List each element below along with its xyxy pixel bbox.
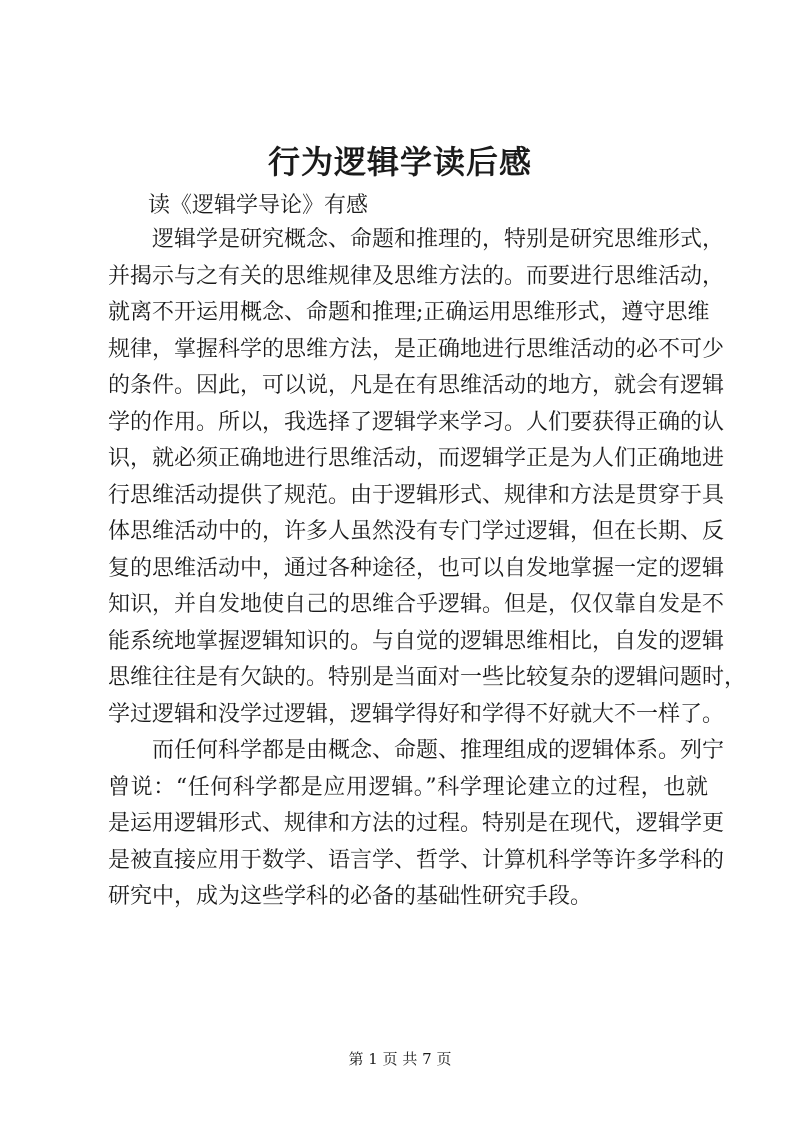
text-line: 学过逻辑和没学过逻辑，逻辑学得好和学得不好就大不一样了。 [108,701,725,727]
text-line: 识，就必须正确地进行思维活动，而逻辑学正是为人们正确地进 [108,446,725,471]
text-line: 知识，并自发地使自己的思维合乎逻辑。但是，仅仅靠自发是不 [108,592,725,617]
text-line: 体思维活动中的，许多人虽然没有专门学过逻辑，但在长期、反 [108,519,725,544]
paragraph-1 [108,222,747,733]
text-line: 是被直接应用于数学、语言学、哲学、计算机科学等许多学科的 [108,847,725,873]
text-line: 逻辑学是研究概念、命题和推理的，特别是研究思维形式， [108,227,725,252]
document-body [108,222,747,916]
text-line: 曾说：“任何科学都是应用逻辑。”科学理论建立的过程，也就 [108,774,708,800]
text-line: 并揭示与之有关的思维规律及思维方法的。而要进行思维活动， [108,263,725,289]
text-line: 行思维活动提供了规范。由于逻辑形式、规律和方法是贯穿于具 [108,482,725,508]
text-line: 思维往往是有欠缺的。特别是当面对一些比较复杂的逻辑问题时， [108,665,747,690]
text-line: 复的思维活动中，通过各种途径，也可以自发地掌握一定的逻辑 [108,555,725,581]
text-line: 的条件。因此，可以说，凡是在有思维活动的地方，就会有逻辑 [108,373,725,398]
text-line: 能系统地掌握逻辑知识的。与自觉的逻辑思维相比，自发的逻辑 [108,628,725,654]
text-line: 是运用逻辑形式、规律和方法的过程。特别是在现代，逻辑学更 [108,811,725,836]
text-line: 而任何科学都是由概念、命题、推理组成的逻辑体系。列宁 [108,738,725,763]
document-subtitle: 读《逻辑学导论》有感 [148,193,369,218]
text-line: 规律，掌握科学的思维方法，是正确地进行思维活动的必不可少 [108,336,725,362]
document-title: 行为逻辑学读后感 [267,143,532,181]
page-footer: 第 1 页 共 7 页 [348,1050,452,1068]
text-line: 研究中，成为这些学科的必备的基础性研究手段。 [108,884,593,909]
text-line: 学的作用。所以，我选择了逻辑学来学习。人们要获得正确的认 [108,409,725,435]
text-line: 就离不开运用概念、命题和推理;正确运用思维形式，遵守思维 [108,300,710,325]
paragraph-2 [108,733,725,916]
